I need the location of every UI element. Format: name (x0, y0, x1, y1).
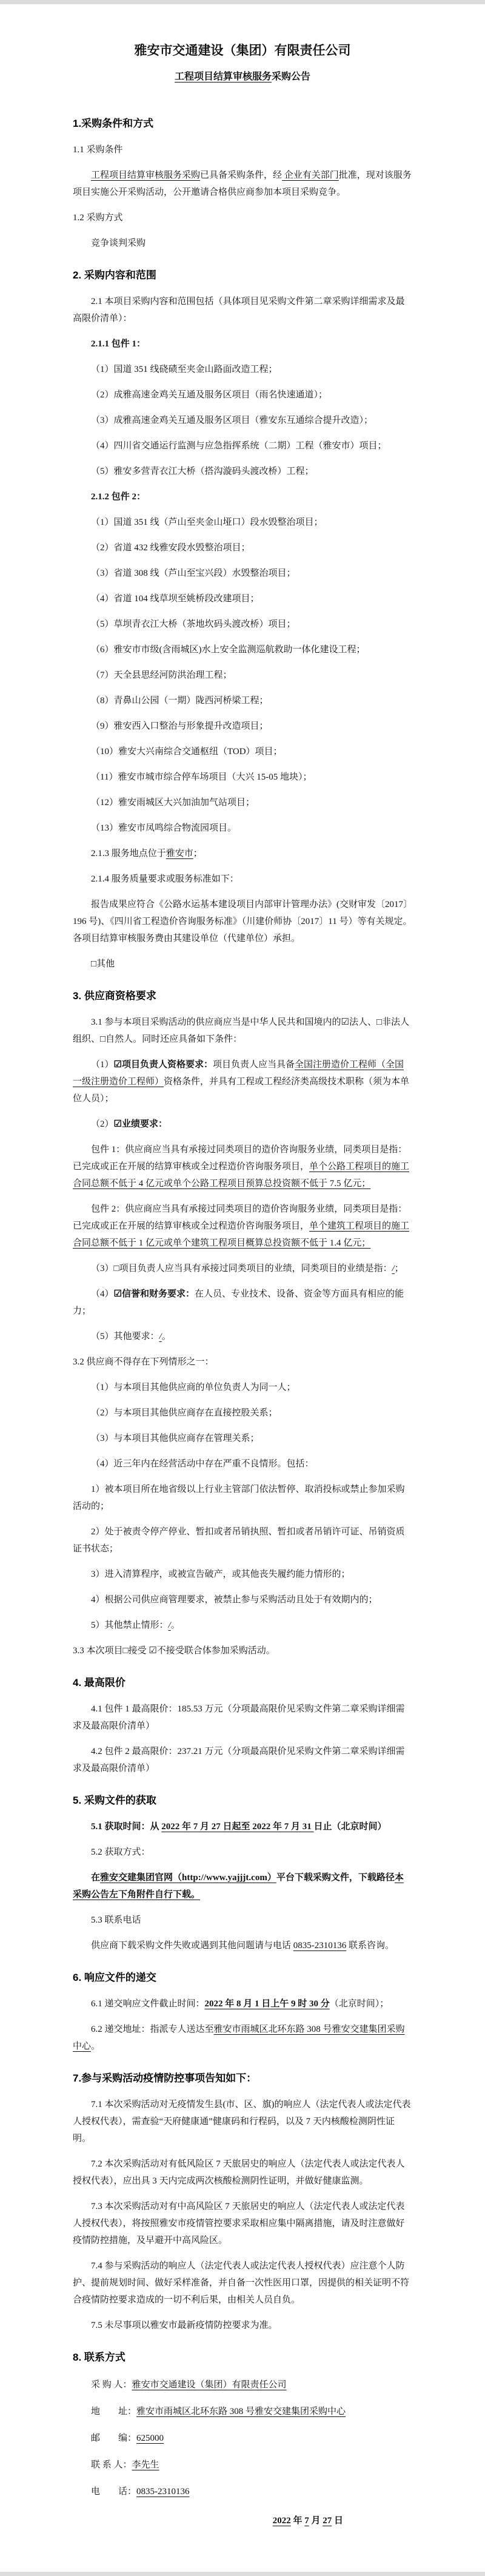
text-segment: 7.2 本次采购活动对有低风险区 7 天旅居史的响应人（法定代表人或法定代表人授权代表），应出具 3 天内完成两次核酸检测阴性证明，并做好健康监测。 (73, 2159, 405, 2186)
paragraph (73, 1328, 412, 1345)
section-heading: 4. 最高限价 (73, 1677, 125, 1688)
section-heading: 7.参与采购活动疫情防控事项告知如下： (73, 2072, 257, 2084)
text-segment: 法人、 (349, 1017, 376, 1027)
text-segment: ； (394, 1264, 404, 1273)
text-segment: （3）与本项目其他供应商存在管理关系； (91, 1434, 259, 1443)
text-segment: 平台下载采购文件，下载路径 (276, 1873, 395, 1883)
checkbox-unchecked-icon: □ (100, 1034, 106, 1044)
text-segment: ； (193, 849, 202, 858)
text-segment: （4） (91, 1289, 114, 1299)
paragraph (73, 412, 412, 429)
contact-value: 李先生 (132, 2460, 159, 2470)
text-segment: 4.2 包件 2 最高限价：237.21 万元（分项最高限价见采购文件第二章采购详细需求及最高限价清单） (73, 1747, 405, 1773)
paragraph (73, 820, 412, 837)
paragraph (73, 141, 412, 158)
text-segment: （2） (91, 1119, 114, 1129)
text-segment: 5.3 联系电话 (91, 1915, 141, 1925)
section-heading: 8. 联系方式 (73, 2352, 125, 2363)
text-segment: （5）雅安多营青衣江大桥（搭沟漩码头渡改桥）工程； (91, 467, 314, 476)
text-segment: 本采购公告左下角附件自行下载。 (73, 1873, 404, 1900)
text-segment: 2）处于被责令停产停业、暂扣或者吊销执照、暂扣或者吊销许可证、吊销资质证书状态； (73, 1527, 405, 1554)
contact-value: 625000 (136, 2433, 164, 2443)
text-segment: 3.1 参与本项目采购活动的供应商应当是中华人民共和国境内的 (91, 1017, 341, 1027)
paragraph (73, 641, 412, 658)
paragraph (73, 2317, 412, 2334)
paragraph (73, 293, 412, 327)
checkbox-unchecked-icon: □ (122, 1646, 129, 1656)
text-segment: 业绩要求： (121, 1119, 167, 1129)
paragraph (73, 667, 412, 684)
paragraph (73, 1014, 412, 1048)
paragraph (73, 1201, 412, 1252)
text-segment: （5）草坝青衣江大桥（茶地坎码头渡改桥）项目； (91, 619, 296, 629)
text-segment: 日止（北京时间） (313, 1822, 387, 1832)
paragraph (73, 1455, 412, 1472)
text-segment: （6）雅安市市级(含雨城区)水上安全监测巡航救助一体化建设工程； (91, 645, 366, 655)
text-segment: （2）与本项目其他供应商存在直接控股关系； (91, 1408, 278, 1418)
text-segment: 包件 2：供应商应当具有承接过同类项目的造价咨询服务业绩，同类项目是指：已完成或正在开展的结算审核或全过程造价咨询服务项目， (73, 1204, 407, 1231)
checkbox-checked-icon: ☑ (341, 1017, 349, 1027)
text-segment: （7）天全县思经河防洪治理工程； (91, 670, 232, 680)
text-segment: 全国注册造价工程师（全国一级注册造价工程师） (73, 1060, 404, 1087)
text-segment: 雅安交建集团官网（http://www.yajjjt.com） (100, 1873, 276, 1883)
paragraph (73, 361, 412, 378)
paragraph (73, 769, 412, 786)
text-segment: 3）进入清算程序，或被宣告破产，或其他丧失履约能力情形的； (91, 1570, 350, 1579)
text-segment: 日 (332, 2516, 343, 2526)
paragraph (73, 956, 412, 973)
section-heading: 1.采购条件和方式 (73, 118, 154, 129)
text-segment: 1.2 采购方式 (73, 213, 123, 223)
paragraph (73, 2021, 412, 2055)
procurement-announcement-document (0, 4, 485, 2572)
paragraph (73, 794, 412, 811)
checkbox-checked-icon: ☑ (149, 1646, 157, 1656)
section-heading: 3. 供应商资格要求 (73, 990, 156, 1002)
text-segment: （11）雅安市城市综合停车场项目（大兴 15-05 地块）； (91, 772, 312, 782)
text-segment: 6.1 递交响应文件截止时间： (91, 1999, 205, 2009)
date-line (73, 2512, 412, 2529)
text-segment: 非法人组织、 (73, 1017, 410, 1044)
contact-value: 0835-2310136 (136, 2487, 190, 2497)
paragraph (73, 1617, 412, 1634)
text-segment: 2022 年 7 月 27 日起至 2022 年 7 月 31 (161, 1822, 314, 1832)
text-segment: （3） (91, 1264, 114, 1273)
text-segment: 项目负责人应当具备 (212, 1060, 295, 1070)
text-segment: 0835-2310136 (293, 1941, 347, 1951)
paragraph (73, 1844, 412, 1861)
text-segment: 2.1.1 包件 1： (91, 339, 146, 349)
paragraph (73, 1591, 412, 1608)
text-segment: 工程项目结算审核服务采购 (91, 170, 201, 180)
text-segment: 自然人。同时还应具备如下条件： (105, 1034, 242, 1044)
contact-row (73, 2376, 412, 2393)
text-segment: 在人员、专业技术、设备、资金等方面具有相应的能力； (73, 1289, 404, 1316)
paragraph (73, 565, 412, 582)
text-segment: 批准，现对该服务项目实施公开采购活动，公开邀请合格供应商参加本项目采购竞争。 (73, 170, 412, 197)
text-segment: （13）雅安市凤鸣综合物流园项目。 (91, 823, 237, 833)
text-segment: （3）省道 308 线（芦山至宝兴段）水毁整治项目； (91, 568, 296, 578)
text-segment: 在 (91, 1873, 101, 1883)
text-segment: 2022 年 8 月 1 日上午 9 时 30 分 (204, 1999, 330, 2009)
paragraph (73, 718, 412, 735)
text-segment: / (159, 1332, 162, 1341)
text-segment: 7 (304, 2516, 309, 2526)
paragraph (73, 1141, 412, 1192)
contact-row (73, 2483, 412, 2500)
text-segment: （北京时间）； (329, 1999, 389, 2009)
text-segment: （2）成雅高速金鸡关互通及服务区项目（雨名快速通道）； (91, 390, 328, 400)
text-segment: 1.1 采购条件 (73, 145, 123, 155)
contact-row (73, 2456, 412, 2473)
paragraph (73, 1818, 412, 1835)
contact-row (73, 2430, 412, 2447)
text-segment: 7.4 参与采购活动的响应人（法定代表人或法定代表人授权代表）应注意个人防护、提前规划时间、做好采样准备，并自备一次性医用口罩，因提供的相关证明不符合疫情防控要求造成的一切不利后果，由相关人员自负。 (73, 2261, 410, 2305)
paragraph (73, 1379, 412, 1396)
paragraph (73, 871, 412, 888)
paragraph (73, 1642, 412, 1659)
text-segment: （4）四川省交通运行监测与应急指挥系统（二期）工程（雅安市）项目； (91, 441, 387, 451)
text-segment: 。 (170, 1620, 180, 1630)
paragraph (73, 743, 412, 760)
text-segment: 4）根据公司供应商管理要求，被禁止参与采购活动且处于有效期内的； (91, 1595, 378, 1605)
paragraph (73, 1056, 412, 1107)
contact-label: 电 话： (91, 2487, 137, 2497)
paragraph (73, 2156, 412, 2190)
text-segment: / (392, 1264, 395, 1273)
checkbox-checked-icon: ☑ (113, 1289, 122, 1299)
text-segment: 3.3 本次项目 (73, 1646, 123, 1656)
text-segment: 。 (91, 2042, 101, 2051)
text-segment: 包件 1：供应商应当具有承接过同类项目的造价咨询服务业绩，同类项目是指：已完成或正在开展的结算审核或全过程造价咨询服务项目， (73, 1145, 407, 1172)
paragraph (73, 692, 412, 709)
contact-row (73, 2403, 412, 2420)
paragraph (73, 1481, 412, 1515)
paragraph (73, 1286, 412, 1320)
text-segment: （1）国道 351 线硗碛至夹金山路面改造工程； (91, 365, 278, 374)
document-body (73, 115, 412, 2529)
text-segment: 6.2 递交地址：指派专人送达至 (91, 2025, 214, 2034)
paragraph (73, 616, 412, 633)
text-segment: 2022 (272, 2516, 291, 2526)
text-segment: （1）国道 351 线（芦山至夹金山垭口）段水毁整治项目； (91, 518, 323, 527)
contact-value: 雅安市雨城区北环东路 308 号雅安交建集团采购中心 (136, 2407, 346, 2416)
paragraph (73, 1937, 412, 1954)
section-heading: 5. 采购文件的获取 (73, 1795, 156, 1806)
text-segment: （1） (91, 1060, 114, 1070)
text-segment: （9）雅安西入口整治与形象提升改造项目； (91, 721, 269, 731)
text-segment: 7.5 未尽事项以雅安市最新疫情防控要求为准。 (91, 2321, 278, 2330)
text-segment: 。 (161, 1332, 171, 1341)
section-heading: 6. 响应文件的递交 (73, 1972, 156, 1983)
paragraph (73, 167, 412, 201)
text-segment: 27 (323, 2516, 332, 2526)
text-segment: 已具备采购条件，经 (200, 170, 283, 180)
paragraph (73, 437, 412, 454)
text-segment: 雅安市 (166, 849, 193, 858)
text-segment: 2.1.3 服务地点位于 (91, 849, 166, 858)
paragraph (73, 463, 412, 480)
text-segment: 报告成果应符合《公路水运基本建设项目内部审计管理办法》(交财审发〔2017〕196 号)、《四川省工程造价咨询服务标准》（川建价师协〔2017〕11 号）等有关规定。各项目结算审核服务费由其建设单位（代建单位）承担。 (73, 900, 412, 943)
page-bottom-edge (0, 2572, 485, 2576)
text-segment: 联系咨询。 (346, 1941, 395, 1951)
text-segment: 单个公路工程项目的施工合同总额不低于 4 亿元或单个公路工程项目预算总投资额不低于 7.5 亿元； (73, 1162, 410, 1189)
paragraph (73, 845, 412, 862)
paragraph (73, 1743, 412, 1777)
section-heading: 2. 采购内容和范围 (73, 269, 156, 281)
paragraph (73, 235, 412, 252)
text-segment: （10）雅安大兴南综合交通枢纽（TOD）项目； (91, 747, 283, 757)
contact-label: 采 购 人： (91, 2380, 132, 2390)
paragraph (73, 1354, 412, 1371)
contact-value: 雅安市交通建设（集团）有限责任公司 (132, 2380, 287, 2390)
contact-label: 联 系 人： (91, 2460, 132, 2470)
page-top-edge (0, 0, 485, 4)
text-segment: 其他 (96, 959, 115, 969)
document-subtitle-segment: 工程项目结算审核服务 (174, 72, 272, 82)
text-segment: 1）被本项目所在地省级以上行业主管部门依法暂停、取消投标或禁止参加采购活动的； (73, 1485, 405, 1511)
text-segment: （4）近三年内在经营活动中存在严重不良情形。包括： (91, 1459, 314, 1469)
text-segment: 2.1.4 服务质量要求或服务标准如下： (91, 874, 239, 884)
paragraph (73, 1260, 412, 1277)
text-segment: 4.1 包件 1 最高限价：185.53 万元（分项最高限价见采购文件第二章采购详细需求及最高限价清单） (73, 1704, 405, 1731)
paragraph (73, 1869, 412, 1903)
text-segment: 年 (290, 2516, 305, 2526)
text-segment: 5）其他禁止情形： (91, 1620, 169, 1630)
checkbox-unchecked-icon: □ (113, 1264, 119, 1273)
document-subtitle-segment: 采购公告 (272, 72, 311, 82)
text-segment: 2.1 本项目采购内容和范围包括（具体项目见采购文件第二章采购详细需求及最高限价清单）： (73, 297, 405, 323)
text-segment: （4）省道 104 线草坝至姚桥段改建项目； (91, 594, 259, 604)
paragraph (73, 1912, 412, 1929)
paragraph (73, 896, 412, 947)
text-segment: （12）雅安雨城区大兴加油加气站项目； (91, 798, 255, 808)
paragraph (73, 1566, 412, 1583)
paragraph (73, 1430, 412, 1447)
paragraph (73, 2096, 412, 2147)
checkbox-unchecked-icon: □ (376, 1017, 383, 1027)
text-segment: 雅安市雨城区北环东路 308 号雅安交建集团采购中心 (73, 2025, 405, 2051)
text-segment: 不接受联合体参加采购活动。 (156, 1646, 275, 1656)
text-segment: 5.1 获取时间：从 (91, 1822, 162, 1832)
contact-label: 邮 编： (91, 2433, 137, 2443)
text-segment: 供应商下载采购文件失败或遇到其他问题请与电话 (91, 1941, 293, 1951)
text-segment: 7.1 本次采购活动对无疫情发生县(市、区、旗)的响应人（法定代表人或法定代表人授权代表），需查验“天府健康通”健康码和行程码，以及 7 天内核酸检测阴性证明。 (73, 2100, 411, 2143)
text-segment: （2）省道 432 线雅安段水毁整治项目； (91, 543, 250, 553)
checkbox-checked-icon: ☑ (113, 1119, 122, 1129)
text-segment: 资格条件，并具有工程或工程经济类高级技术职称（须为本单位人员）； (73, 1077, 410, 1104)
paragraph (73, 1523, 412, 1557)
paragraph (73, 2198, 412, 2249)
text-segment: （8）青鼻山公园（一期）陇西河桥梁工程； (91, 696, 269, 706)
document-title: 雅安市交通建设（集团）有限责任公司 (134, 44, 351, 58)
paragraph (73, 335, 412, 352)
text-segment: （5）其他要求： (91, 1332, 159, 1341)
paragraph (73, 1995, 412, 2012)
checkbox-unchecked-icon: □ (91, 959, 97, 969)
paragraph (73, 539, 412, 556)
paragraph (73, 514, 412, 531)
checkbox-checked-icon: ☑ (113, 1060, 122, 1070)
text-segment: 接受 (128, 1646, 149, 1656)
paragraph (73, 590, 412, 607)
paragraph (73, 1701, 412, 1735)
text-segment: 月 (309, 2516, 323, 2526)
text-segment: （3）成雅高速金鸡关互通及服务区项目（雅安东互通综合提升改造）； (91, 416, 373, 425)
text-segment: 5.2 获取方式： (91, 1847, 150, 1857)
paragraph (73, 1116, 412, 1133)
text-segment: （1）与本项目其他供应商的单位负责人为同一人； (91, 1383, 296, 1392)
text-segment: 单个建筑工程项目的施工合同总额不低于 1 亿元或单个建筑工程项目概算总投资额不低于 1.4 亿元； (73, 1221, 410, 1248)
text-segment: 7.3 本次采购活动对有中高风险区 7 天旅居史的响应人（法定代表人或法定代表人授权代表），将按照雅安市疫情管控要求采取相应集中隔离措施，请及时注意做好疫情防控措施，及早避开中高风险区。 (73, 2202, 405, 2245)
text-segment: 竞争谈判采购 (91, 238, 146, 248)
text-segment: / (168, 1620, 171, 1630)
paragraph (73, 386, 412, 403)
text-segment: 项目负责人应当具有承接过同类项目的业绩，同类项目的业绩是指： (119, 1264, 392, 1273)
document-subtitle (73, 69, 412, 86)
paragraph (73, 488, 412, 505)
text-segment: 3.2 供应商不得存在下列情形之一： (73, 1357, 214, 1367)
text-segment: 企业有关部门 (282, 170, 339, 180)
text-segment: 信誉和财务要求： (121, 1289, 195, 1299)
text-segment: 项目负责人资格要求： (121, 1060, 213, 1070)
text-segment: 2.1.2 包件 2： (91, 492, 146, 502)
contact-label: 地 址： (91, 2407, 137, 2416)
paragraph (73, 1404, 412, 1421)
paragraph (73, 2257, 412, 2308)
paragraph (73, 209, 412, 226)
